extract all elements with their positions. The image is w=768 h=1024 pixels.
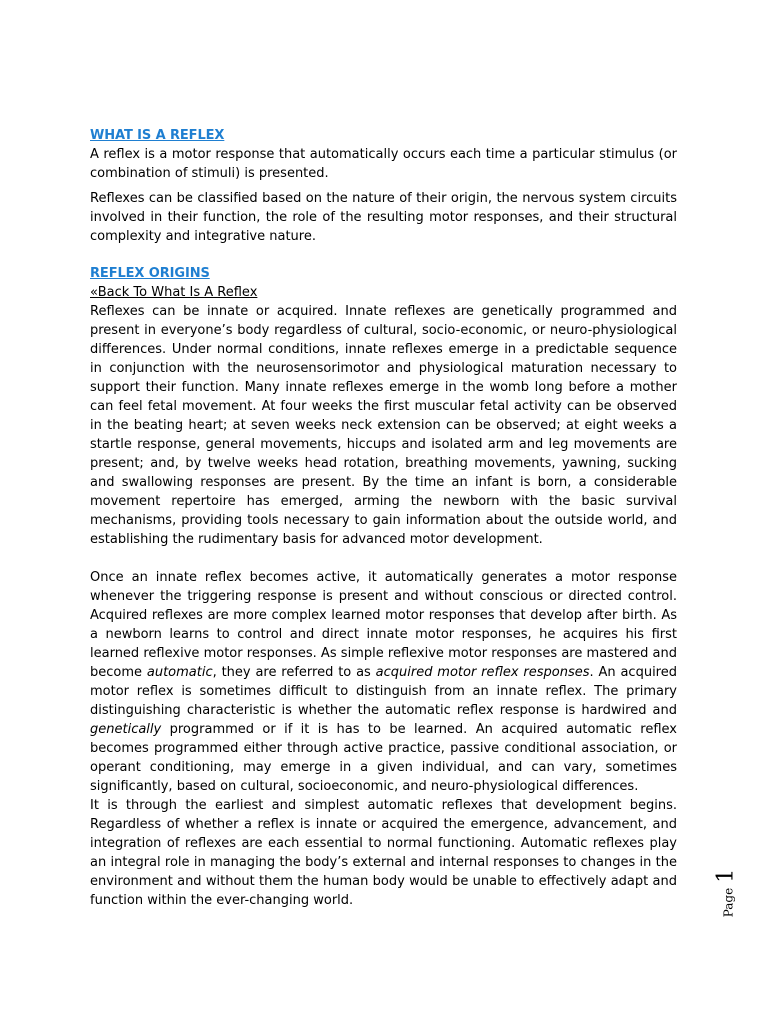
paragraph-innate-reflexes: Reflexes can be innate or acquired. Innate reflexes are genetically programmed and present in everyone’s body regardless of cultural, socio-economic, or neuro-physiological differences. Under normal conditions, innate reflexes emerge in a predictable sequence in conjunction with the neurosensorimotor and physiological maturation necessary to support their function. Many innate reflexes emerge in the womb long before a mother can feel fetal movement. At four weeks the first muscular fetal activity can be observed in the beating heart; at seven weeks neck extension can be observed; at eight weeks a startle response, general movements, hiccups and isolated arm and leg movements are present; and, by twelve weeks head rotation, breathing movements, yawning, sucking and swallowing responses are present. By the time an infant is born, a considerable movement repertoire has emerged, arming the newborn with the basic survival mechanisms, providing tools necessary to gain information about the outside world, and establishing the rudimentary basis for advanced motor development. (90, 304, 677, 547)
paragraph-acquired-reflexes (90, 568, 677, 796)
emphasis-acquired-motor-reflex-responses: acquired motor reflex responses (375, 665, 590, 680)
text-run: programmed or if it is has to be learned. An acquired automatic reflex becomes programmed either through active practice, passive conditional association, or operant conditioning, may emerge in a given individual, and can vary, sometimes significantly, based on cultural, socioeconomic, and neuro-physiological differences. (90, 722, 677, 794)
paragraph-reflex-definition: A reflex is a motor response that automatically occurs each time a particular stimulus (or combination of stimuli) is presented. (90, 147, 677, 181)
heading-reflex-origins: REFLEX ORIGINS (90, 266, 210, 281)
page-number (712, 868, 740, 918)
page-label: Page (721, 887, 736, 918)
document-body (90, 126, 677, 910)
emphasis-genetically: genetically (90, 722, 162, 737)
text-run: . An acquired motor reflex is sometimes difficult to distinguish from an innate reflex. The primary distinguishing characteristic is whether the automatic reflex response is hardwired and (90, 665, 677, 718)
text-run: , they are referred to as (212, 665, 376, 680)
paragraph-reflex-classification: Reflexes can be classified based on the nature of their origin, the nervous system circuits involved in their function, the role of the resulting motor responses, and their structural complexity and integrative nature. (90, 191, 677, 244)
page-number-rotated (714, 869, 739, 918)
paragraph-development-begins: It is through the earliest and simplest automatic reflexes that development begins. Regardless of whether a reflex is innate or acquired the emergence, advancement, and integration of reflexes are each essential to normal functioning. Automatic reflexes play an integral role in managing the body’s external and internal responses to changes in the environment and without them the human body would be unable to effectively adapt and function within the ever-changing world. (90, 798, 677, 908)
heading-what-is-a-reflex: WHAT IS A REFLEX (90, 128, 225, 143)
back-to-what-is-a-reflex-link[interactable]: «Back To What Is A Reflex (90, 285, 258, 300)
emphasis-automatic: automatic (146, 665, 213, 680)
text-run: Once an innate reflex becomes active, it automatically generates a motor response whenever the triggering response is present and without conscious or directed control. Acquired reflexes are more complex learned motor responses that develop after birth. As a newborn learns to control and direct innate motor responses, he acquires his first learned reflexive motor responses. As simple reflexive motor responses are mastered and become (90, 570, 677, 680)
page-number-value: 1 (713, 868, 739, 883)
